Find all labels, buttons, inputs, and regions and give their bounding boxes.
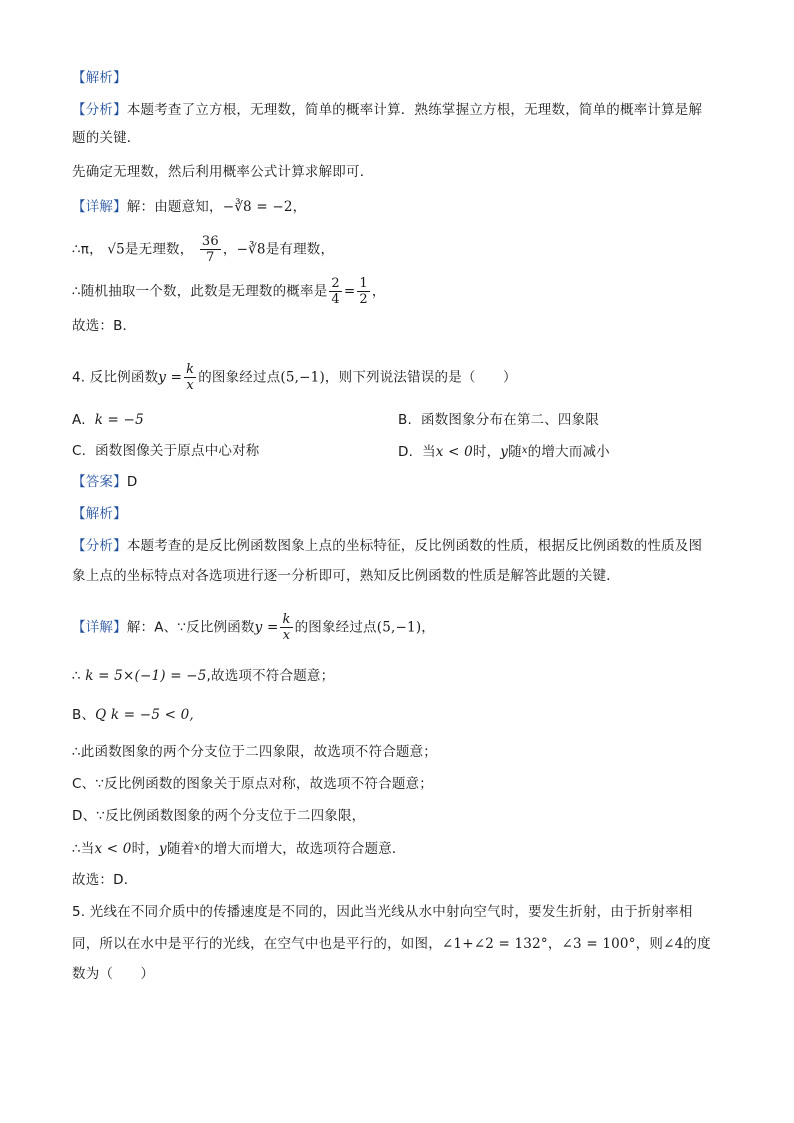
option-a	[72, 410, 144, 430]
fraction-numerator: 2	[331, 276, 340, 291]
fraction-numerator: k	[186, 362, 195, 377]
q4-analysis-line-1	[72, 536, 702, 556]
option-condition: x < 0	[435, 444, 473, 460]
therefore-symbol: ∴	[72, 668, 81, 684]
stem-part-c: ，则下列说法错误的是（ ）	[324, 369, 517, 386]
explain-tag-q4: 【解析】	[72, 506, 127, 522]
explain-tag: 【解析】	[72, 70, 127, 86]
option-text: 函数图像关于原点中心对称	[95, 443, 260, 459]
comma: ，	[371, 283, 386, 300]
analysis-line-1	[72, 100, 702, 120]
detail-text-b: 的图象经过点	[294, 619, 377, 636]
analysis-tag: 【分析】	[72, 538, 127, 554]
fraction-numerator: 1	[359, 276, 368, 291]
k-equation: k = 5×(−1) = −5	[85, 668, 207, 684]
fraction-denominator: 4	[331, 292, 340, 307]
stem-text: 同，所以在水中是平行的光线，在空气中也是平行的，如图，	[72, 936, 442, 952]
fraction-2-4	[329, 276, 341, 307]
item-label: B、	[72, 707, 96, 723]
detail-text-a: 解：A、∵反比例函数	[126, 619, 255, 636]
condition: x < 0	[94, 841, 132, 857]
detail-tag: 【详解】	[72, 199, 127, 215]
probability-line	[72, 276, 386, 307]
angle-sum: ∠1+∠2 = 132°	[441, 936, 548, 952]
answer-tag: 【答案】	[72, 474, 127, 490]
option-text: 时，	[472, 444, 501, 460]
fraction-numerator: k	[282, 612, 291, 627]
answer-value: D	[126, 474, 138, 490]
angle-4: ∠4	[663, 936, 684, 952]
line-c: C、∵反比例函数的图象关于原点对称，故选项不符合题意；	[72, 776, 433, 792]
q4-detail-line: 【详解】解：A、∵反比例函数y = $\frac{k}{x}$ 的图象经过点(5,−1)，	[72, 612, 435, 643]
text: 时，	[131, 841, 160, 857]
option-label: D.	[398, 444, 414, 460]
choice-line-q4: 故选：D．	[72, 872, 138, 888]
comma: ，	[292, 199, 307, 215]
fraction-denominator: x	[282, 628, 291, 643]
neg-cube-root: −∛8	[236, 241, 266, 258]
line-b	[72, 705, 194, 725]
func-lhs: y =	[254, 619, 279, 636]
stem-text: 的度	[683, 936, 711, 952]
detail-tag: 【详解】	[72, 619, 127, 636]
option-c	[72, 441, 260, 461]
analysis-text-1: 本题考查的是反比例函数图象上点的坐标特征，反比例函数的性质，根据反比例函数的性质及图	[126, 538, 703, 554]
text: 随着	[166, 841, 195, 857]
fraction-numerator: 36	[201, 234, 219, 249]
classification-line: ∴π， √5是无理数， $\frac{36}{7}$ ，−∛8是有理数，	[72, 234, 335, 265]
angle-3: ∠3 = 100°	[561, 936, 636, 952]
option-text: k = −5	[94, 412, 144, 428]
option-label: C.	[72, 443, 87, 459]
option-label: B.	[398, 412, 412, 428]
func-lhs: y =	[158, 369, 183, 386]
fraction-36-7	[200, 234, 221, 265]
method-line: 先确定无理数，然后利用概率公式计算求解即可．	[72, 164, 374, 180]
option-text: 当	[422, 444, 436, 460]
conclusion-text: ,故选项不符合题意；	[206, 668, 335, 684]
is-rational-text: 是有理数，	[265, 241, 335, 258]
analysis-tag: 【分析】	[72, 102, 127, 118]
option-b	[398, 410, 599, 430]
stem-part-b: 的图象经过点	[198, 369, 281, 386]
var-x: x	[521, 445, 528, 456]
point-coordinates: (5,−1)	[376, 619, 422, 636]
line-b2: ∴此函数图象的两个分支位于二四象限，故选项不符合题意；	[72, 744, 437, 760]
text: ∴当	[72, 841, 95, 857]
stem-text: 光线在不同介质中的传播速度是不同的，因此当光线从水中射向空气时，要发生折射，由于折射率相	[89, 904, 693, 920]
question-4-stem	[72, 362, 517, 393]
therefore-pi: ∴π，	[72, 241, 103, 258]
q4-analysis-line-2: 象上点的坐标特点对各选项进行逐一分析即可，熟知反比例函数的性质是解答此题的关键．	[72, 568, 620, 584]
question-number: 4.	[72, 369, 86, 386]
fraction-denominator: 7	[206, 250, 215, 265]
question-5-line-2	[72, 934, 711, 954]
option-text: 的增大而减小	[527, 444, 610, 460]
option-label: A.	[72, 412, 86, 428]
stem-part-a: 反比例函数	[89, 369, 159, 386]
question-number: 5.	[72, 904, 86, 920]
choice-line-a: 故选：B．	[72, 318, 137, 334]
equals-sign: =	[343, 283, 356, 300]
answer-line	[72, 472, 137, 492]
option-text: 函数图象分布在第二、四象限	[420, 412, 600, 428]
analysis-text-1: 本题考查了立方根，无理数，简单的概率计算．熟练掌握立方根，无理数，简单的概率计算是解	[126, 102, 703, 118]
comma: ，	[547, 936, 562, 952]
k-inequality: Q k = −5 < 0,	[95, 707, 194, 723]
question-5-line-3: 数为（ ）	[72, 966, 155, 982]
detail-line	[72, 197, 306, 217]
probability-text: ∴随机抽取一个数，此数是无理数的概率是	[72, 283, 328, 300]
stem-text: ，则	[635, 936, 664, 952]
option-text: 随	[508, 444, 522, 460]
var-y: y	[159, 841, 167, 857]
line-d2	[72, 838, 406, 859]
fraction-denominator: x	[186, 378, 194, 393]
fraction-k-x	[280, 612, 292, 643]
sqrt-five: √5	[107, 241, 125, 258]
fraction-k-x	[184, 362, 196, 393]
cube-root-equation: −∛8 = −2	[222, 199, 293, 215]
detail-intro: 解：由题意知，	[126, 199, 223, 215]
option-d	[398, 441, 610, 462]
line-d: D、∵反比例函数图象的两个分支位于二四象限，	[72, 808, 366, 824]
analysis-line-2: 题的关键．	[72, 130, 141, 146]
is-irrational-text: 是无理数，	[124, 241, 194, 258]
fraction-1-2	[357, 276, 369, 307]
var-x: x	[194, 842, 201, 853]
question-5-line-1	[72, 902, 693, 922]
point-coordinates: (5,−1)	[280, 369, 325, 386]
text: 的增大而增大，故选项符合题意．	[200, 841, 406, 857]
k-value-line	[72, 666, 334, 686]
fraction-denominator: 2	[359, 292, 368, 307]
var-y: y	[500, 444, 509, 460]
